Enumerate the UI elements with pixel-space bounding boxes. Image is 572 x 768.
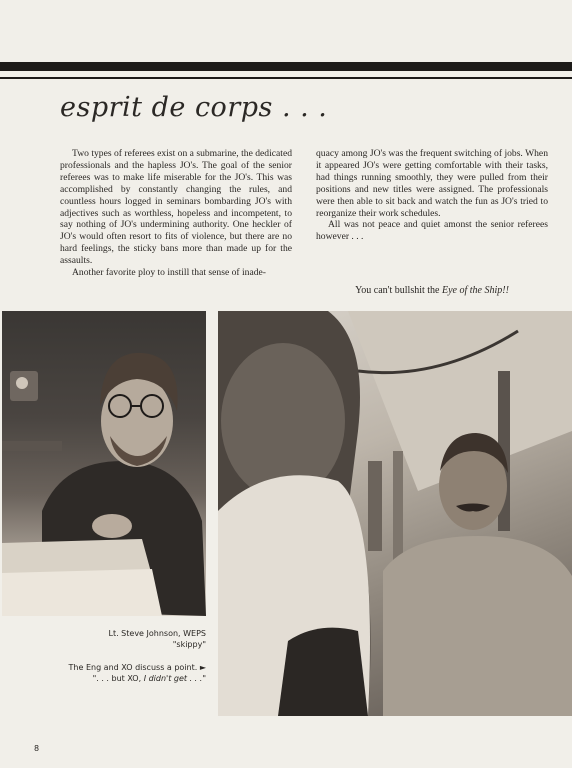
header-rule-thin [0,77,572,79]
eye-caption-prefix: You can't bullshit the [355,285,442,296]
photo-eng-and-xo-illustration [218,311,572,716]
eye-of-ship-caption [316,285,548,296]
right-paragraph-2: All was not peace and quiet amonst the senior referees however . . . [316,219,548,243]
caption-steve-johnson-name: Lt. Steve Johnson, WEPS [108,629,206,638]
caption-eng-and-xo [30,662,206,684]
photo-steve-johnson-illustration [2,311,206,616]
left-paragraph-2: Another favorite ploy to instill that sense of inade- [72,267,266,279]
caption-steve-johnson-nickname: "skippy" [172,640,206,649]
caption-eng-and-xo-line1: The Eng and XO discuss a point. ► [68,663,206,672]
left-text-column [60,148,292,279]
header-rule-thick [0,62,572,71]
photo-steve-johnson [2,311,206,616]
right-text-column [316,148,548,243]
caption-eng-and-xo-line2 [30,673,206,684]
page-title: esprit de corps . . . [60,92,328,123]
photo-eng-and-xo [218,311,572,716]
caption-line2-italic: I didn't get . . . [143,674,203,683]
page-number: 8 [34,744,40,753]
caption-line2-suffix: " [202,674,206,683]
left-paragraph-1: Two types of referees exist on a submarine, the dedicated professionals and the hapless JO's. The goal of the senior referees was to make life miserable for the JO's. This was accomplished by constantly changing the rules, and countless hours logged in seminars bombarding JO's with adjectives such as worthless, hopeless and incompetent, to say nothing of JO's undermining authority. One heckler of JO's would often resort to fits of violence, but there are no hard feelings, the sticky bans more than made up for the assaults. [60,148,292,267]
caption-steve-johnson [30,628,206,650]
right-paragraph-1: quacy among JO's was the frequent switching of jobs. When it appeared JO's were getting comfortable with their tasks, had things running smoothly, they were pulled from their positions and new titles were assigned. The professionals were then able to sit back and watch the fun as JO's tried to reorganize their work schedules. [316,148,548,219]
eye-caption-italic: Eye of the Ship!! [441,285,509,296]
caption-line2-prefix: ". . . but XO, [92,674,144,683]
